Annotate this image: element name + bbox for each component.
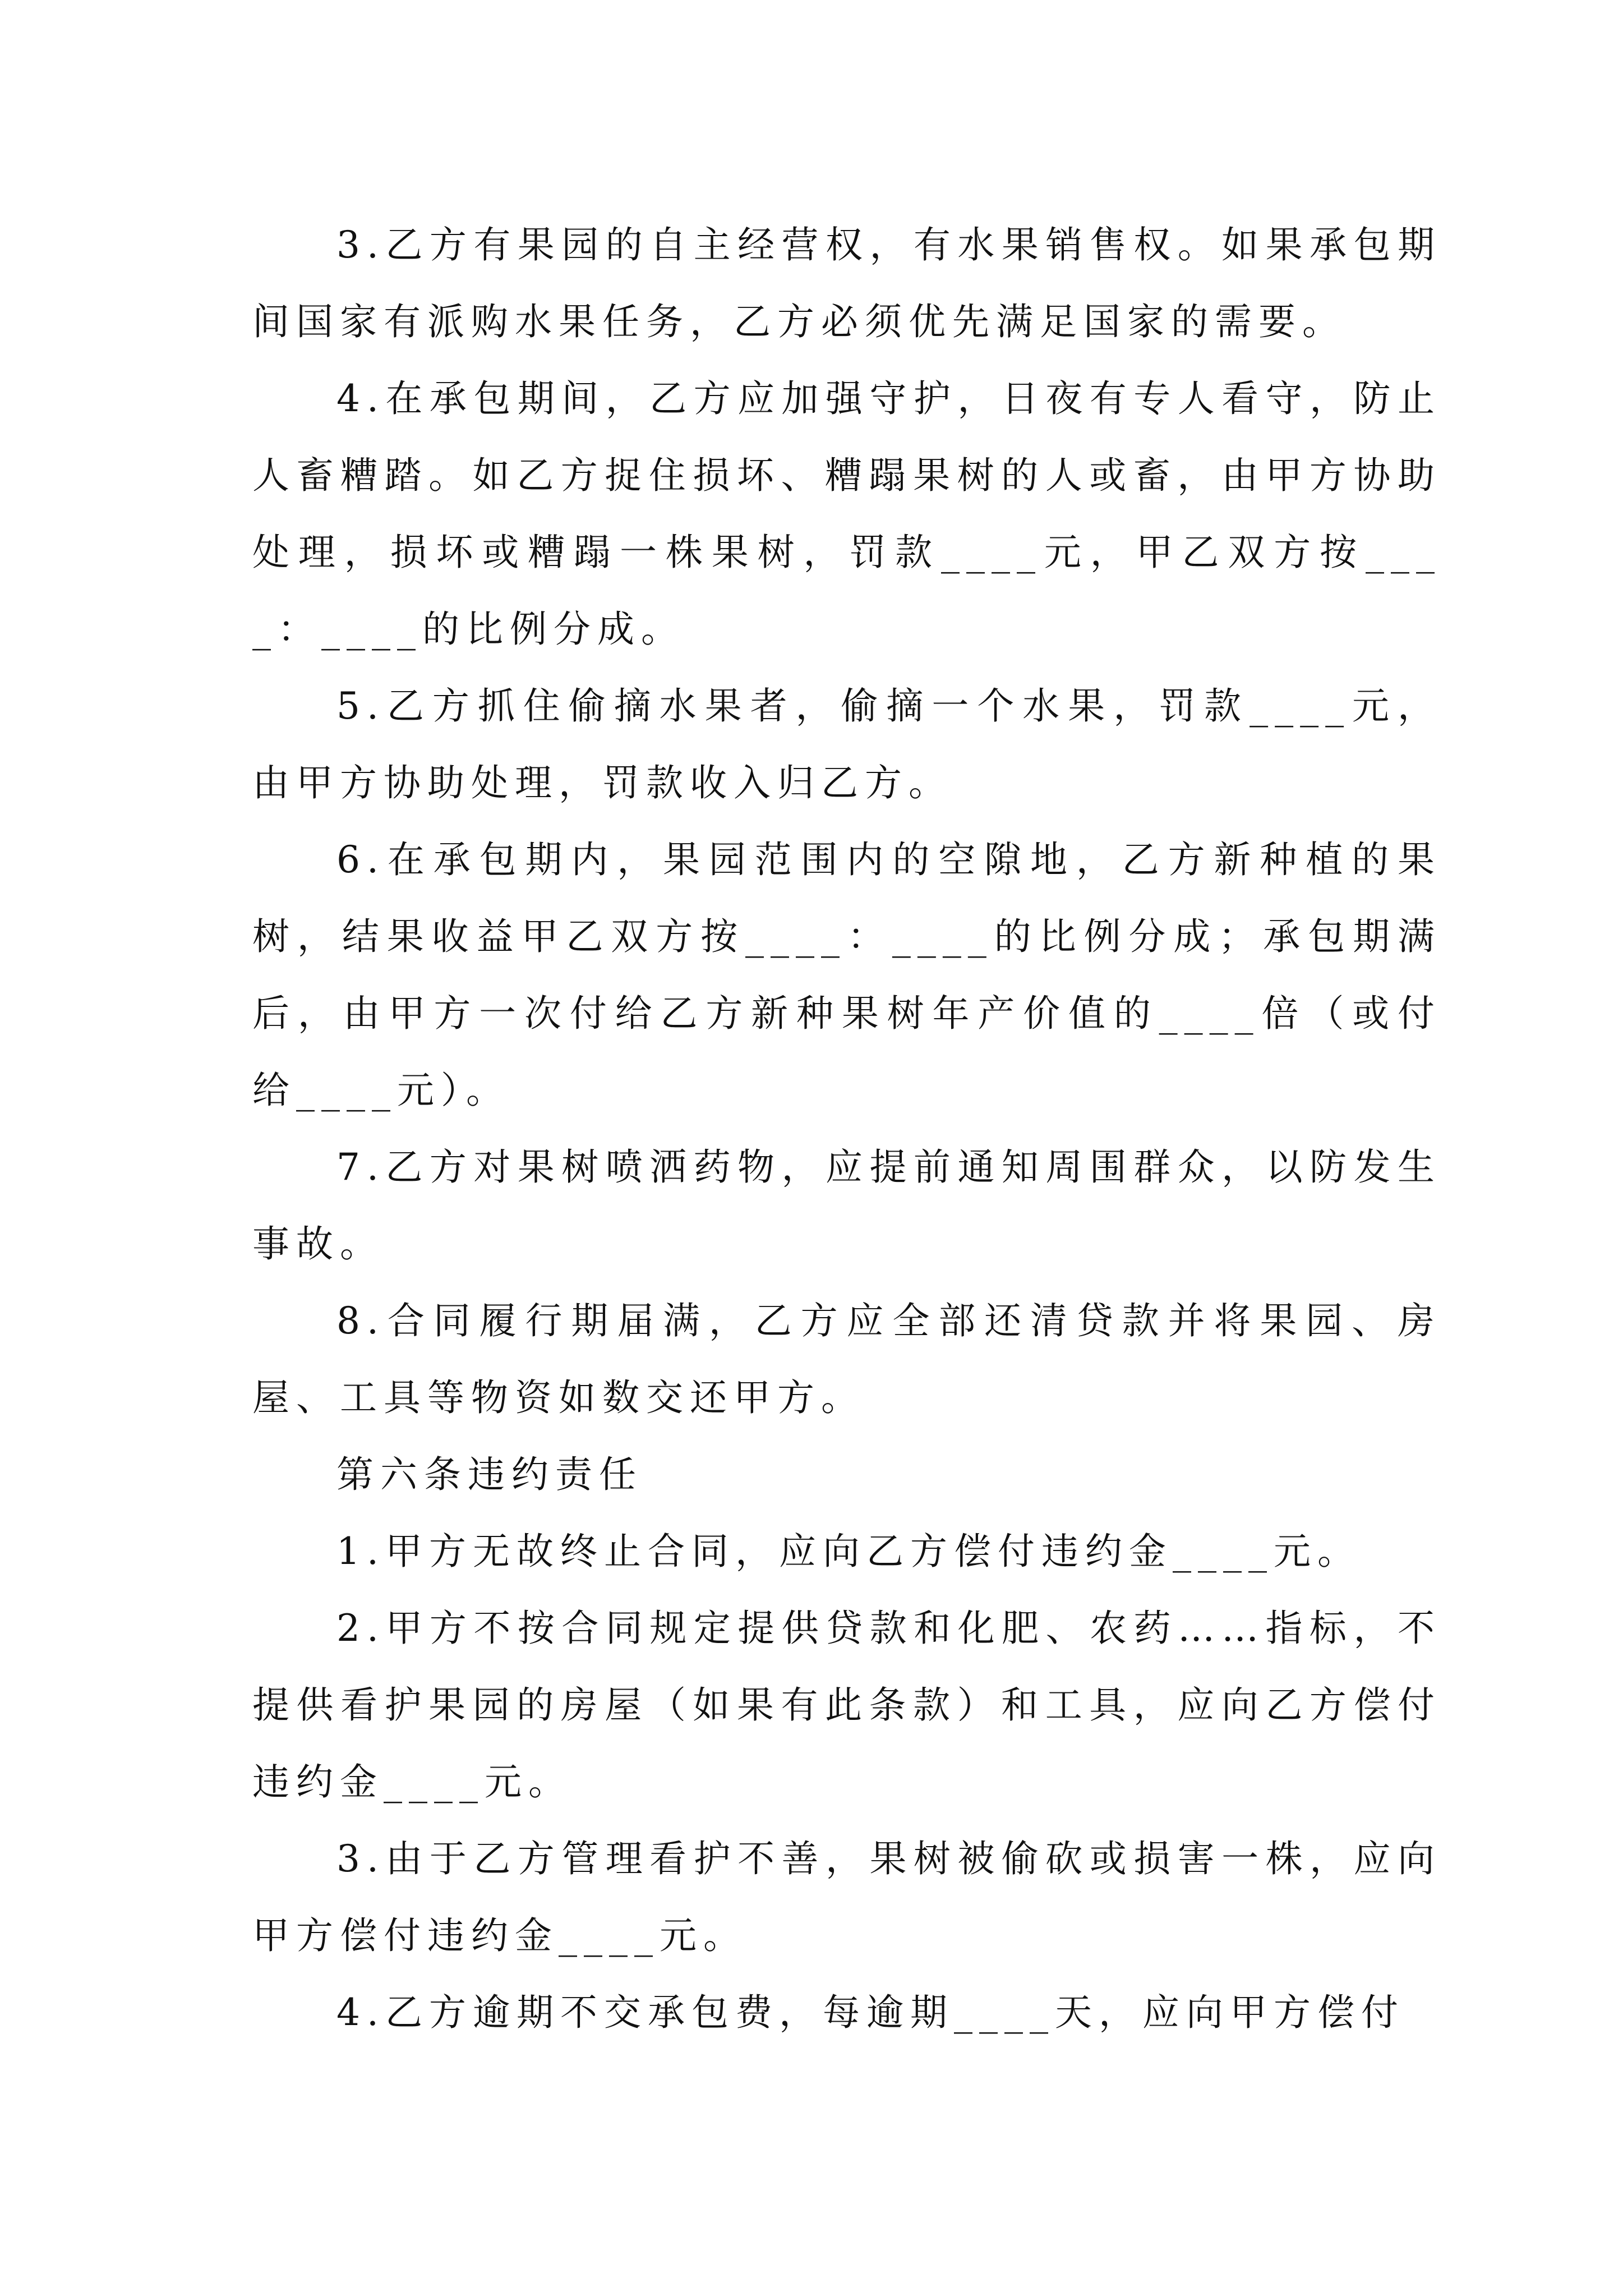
clause-5-item-5: 5.乙方抓住偷摘水果者，偷摘一个水果，罚款____元，由甲方协助处理，罚款收入归乙方。 xyxy=(252,684,1441,804)
clause-5-item-6: 6.在承包期内，果园范围内的空隙地，乙方新种植的果树，结果收益甲乙双方按____：____的比例分成；承包期满后，由甲方一次付给乙方新种果树年产价值的____倍（或付给____元）。 xyxy=(252,838,1441,1112)
clause-5-item-7: 7.乙方对果树喷洒药物，应提前通知周围群众，以防发生事故。 xyxy=(252,1145,1441,1266)
clause-5-item-4: 4.在承包期间，乙方应加强守护，日夜有专人看守，防止人畜糟踏。如乙方捉住损坏、糟蹋果树的人或畜，由甲方协助处理，损坏或糟蹋一株果树，罚款____元，甲乙双方按____：____的比例分成。 xyxy=(252,377,1441,651)
clause-5-item-3: 3.乙方有果园的自主经营权，有水果销售权。如果承包期间国家有派购水果任务，乙方必须优先满足国家的需要。 xyxy=(252,223,1441,343)
clause-6-item-1: 1.甲方无故终止合同，应向乙方偿付违约金____元。 xyxy=(336,1530,1361,1573)
clause-5-item-8: 8.合同履行期届满，乙方应全部还清贷款并将果园、房屋、工具等物资如数交还甲方。 xyxy=(252,1299,1441,1419)
section-heading-article-6: 第六条违约责任 xyxy=(336,1453,643,1496)
clause-6-item-3: 3.由于乙方管理看护不善，果树被偷砍或损害一株，应向甲方偿付违约金____元。 xyxy=(252,1837,1441,1957)
clause-6-item-2: 2.甲方不按合同规定提供贷款和化肥、农药……指标，不提供看护果园的房屋（如果有此条款）和工具，应向乙方偿付违约金____元。 xyxy=(252,1607,1441,1803)
document-body xyxy=(252,206,1441,2051)
clause-6-item-4: 4.乙方逾期不交承包费，每逾期____天，应向甲方偿付 xyxy=(336,1991,1405,2034)
